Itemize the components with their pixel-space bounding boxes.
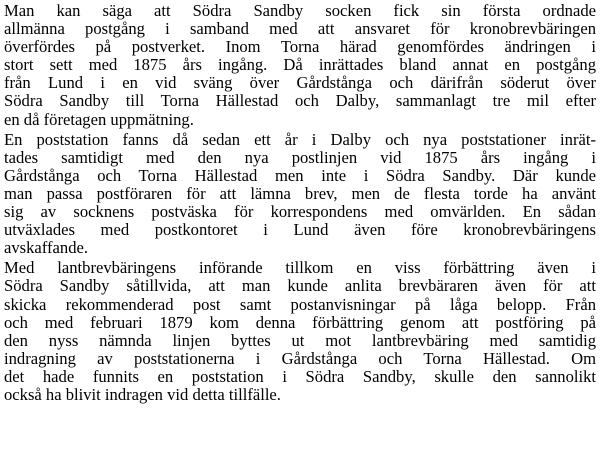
text-line: Gårdstånga och Torna Hällestad men inte i Södra Sandby. Där kunde <box>4 165 596 185</box>
text-line: skicka rekommenderad post samt postanvisningar på låga belopp. Från <box>4 294 596 314</box>
text-line: Södra Sandby såtillvida, att man kunde anlita brevbäraren även för att <box>4 276 596 296</box>
text-line: utväxlades med postkontoret i Lund även före kronobrevbäringens <box>4 220 596 240</box>
paragraph-2 <box>4 131 596 258</box>
document-page <box>4 2 596 406</box>
text-line: En poststation fanns då sedan ett år i Dalby och nya poststationer inrät- <box>4 129 596 149</box>
text-line: avskaffande. <box>4 238 89 258</box>
text-line: man passa postföraren för att lämna brev, men de flesta torde ha använt <box>4 183 596 203</box>
text-line: sig av socknens postväska för korrespondens med omvärlden. En sådan <box>4 202 596 222</box>
text-line: den nyss nämnda linjen byttes ut mot lantbrevbäring med samtidig <box>4 330 596 350</box>
text-line: Med lantbrevbäringens införande tillkom en viss förbättring även i <box>4 258 596 278</box>
text-line: också ha blivit indragen vid detta tillfälle. <box>4 384 281 404</box>
paragraph-3 <box>4 259 596 404</box>
text-line: allmänna postgång i samband med att ansvaret för kronobrevbäringen <box>4 19 596 39</box>
text-line: stort sett med 1875 års ingång. Då inrättades bland annat en postgång <box>4 55 596 75</box>
text-line: Man kan säga att Södra Sandby socken fick sin första ordnade <box>4 1 596 20</box>
text-line: det hade funnits en poststation i Södra Sandby, skulle den sannolikt <box>4 366 596 386</box>
text-line: tades samtidigt med den nya postlinjen vid 1875 års ingång i <box>4 147 596 167</box>
text-line: överfördes på postverket. Inom Torna härad genomfördes ändringen i <box>4 37 596 57</box>
text-line: och med februari 1879 kom denna förbättring genom att postföring på <box>4 312 596 332</box>
text-line: från Lund i en vid sväng över Gårdstånga och därifrån söderut över <box>4 73 596 93</box>
text-line: indragning av poststationerna i Gårdstånga och Torna Hällestad. Om <box>4 348 596 368</box>
text-line: en då företagen uppmätning. <box>4 109 194 129</box>
text-line: Södra Sandby till Torna Hällestad och Dalby, sammanlagt tre mil efter <box>4 91 596 111</box>
paragraph-1 <box>4 2 596 129</box>
